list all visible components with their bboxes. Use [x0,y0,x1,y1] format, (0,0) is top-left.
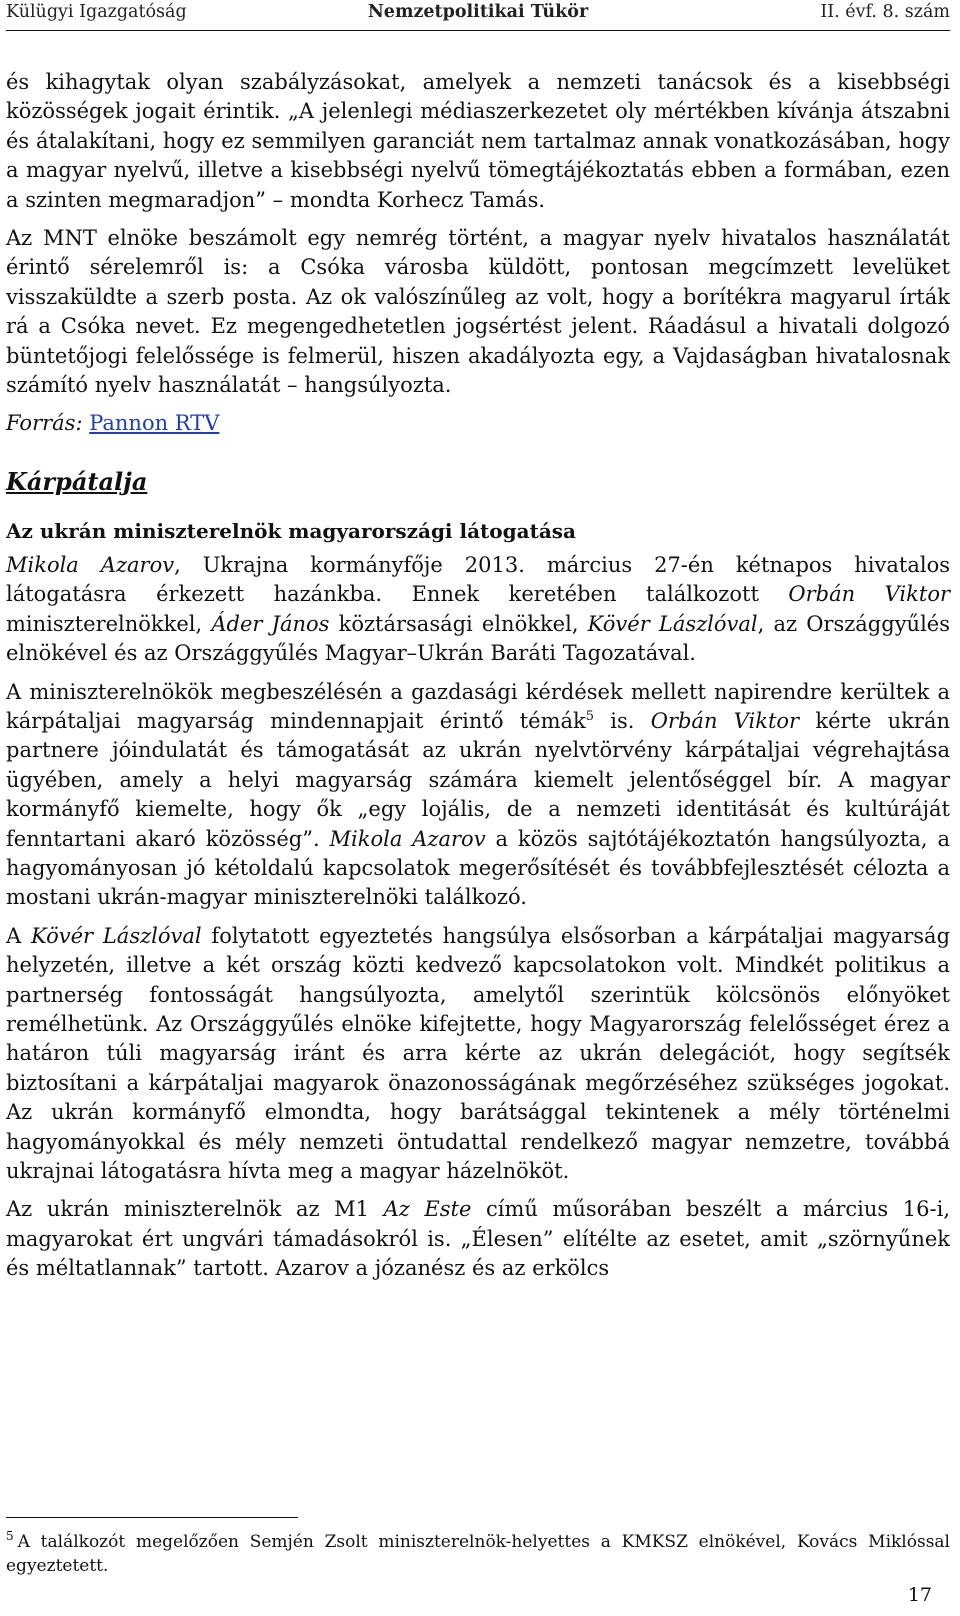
paragraph-pm-talks [6,678,950,913]
text-run: kérte ukrán partnere jóindulatát és támogatását az ukrán nyelvtörvény kárpátaljai végrehajtása ügyében, amely a helyi magyarság számára kiemelt jelentőséggel bír. A magyar kormányfő kiemelte, hogy ők „egy lojális, de a nemzeti identitását és kultúráját fenntartani akaró közösség”. [6,708,950,851]
source-label: Forrás: [6,411,83,436]
source-link[interactable]: Pannon RTV [89,411,220,436]
text-run: Az ukrán miniszterelnök az M1 [6,1197,384,1222]
paragraph-visit-intro [6,551,950,669]
person-name: Mikola Azarov [6,552,175,577]
footnote [6,1530,950,1578]
text-run: köztársasági elnökkel, [329,611,588,636]
paragraph-postal-incident: Az MNT elnöke beszámolt egy nemrég történt, a magyar nyelv hivatalos használatát érintő sérelemről is: a Csóka városba küldött, pontosan megcímzett levelüket visszaküldte a szerb posta. Az ok valószínűleg az volt, hogy a borítékra magyarul írták rá a Csóka nevet. Ez megengedhetetlen jogsértést jelent. Ráadásul a hivatali dolgozó büntetőjogi felelőssége is felmerül, hiszen akadályozta egy, a Vajdaságban hivatalosnak számító nyelv használatát – hangsúlyozta. [6,226,950,398]
header-divider [6,30,950,31]
paragraph-media-law: és kihagytak olyan szabályzásokat, amelyek a nemzeti tanácsok és a kisebbségi közösségek jogait érintik. „A jelenlegi médiaszerkezetet oly mértékben kívánja átszabni és átalakítani, hogy ez semmilyen garanciát nem tartalmaz annak vonatkozásában, hogy a magyar nyelvű, illetve a kisebbségi nyelvű tömegtájékoztatás ebben a formában, ezen a szinten megmaradjon” – mondta Korhecz Tamás. [6,70,950,212]
text-run: című műsorában beszélt a március 16-i, magyarokat ért ungvári támadásokról is. „Élesen” elítélte az esetet, amit „szörnyűnek és méltatlannak” tartott. Azarov a józanész és az erkölcs [6,1197,950,1281]
footnote-divider [6,1517,298,1518]
header-organization: Külügyi Igazgatóság [6,2,187,22]
text-run: A miniszterelnökök megbeszélésén a gazdasági kérdések mellett napirendre kerültek a kárpátaljai magyarság mindennapjait érintő témák [6,679,950,733]
header-issue: II. évf. 8. szám [820,2,950,22]
person-name: Mikola Azarov [329,826,486,851]
person-name: Áder János [211,611,330,636]
text-run: is. [594,708,651,733]
text-run: miniszterelnökkel, [6,611,212,636]
text-run: , Ukrajna kormányfője 2013. március 27-én kétnapos hivatalos látogatásra érkezett hazánkba. Ennek keretében találkozott [6,552,950,607]
footnote-text: A találkozót megelőzően Semjén Zsolt miniszterelnök-helyettes a KMKSZ elnökével, Kovács Miklóssal egyeztetett. [6,1532,950,1576]
page-content [6,68,950,1293]
person-name: Orbán Viktor [650,708,800,733]
text-run: folytatott egyeztetés hangsúlya elsősorban a kárpátaljai magyarság helyzetén, illetve a két ország közti kedvező kapcsolatokon volt. Mindkét politikus a partnerség fontosságát hangsúlyozta, amelytől szerintük kölcsönös előnyöket remélhetünk. Az Országgyűlés elnöke kifejtette, hogy Magyarország felelősséget érez a határon túli magyarság iránt és arra kérte az ukrán delegációt, hogy segítsék biztosítani a kárpátaljai magyarok önazonosságának megőrzéséhez szükséges jogokat. Az ukrán kormányfő elmondta, hogy barátsággal tekintenek a mély történelmi hagyományokkal és mély nemzeti öntudattal rendelkező magyar nemzetre, továbbá ukrajnai látogatásra hívta meg a magyar házelnököt. [6,923,951,1183]
show-title: Az Este [383,1197,472,1222]
footnote-reference[interactable]: 5 [585,708,595,724]
text-run: A [6,923,31,948]
article-heading: Az ukrán miniszterelnök magyarországi látogatása [6,518,576,543]
text-run: a közös sajtótájékoztatón hangsúlyozta, a hagyományosan jó kétoldalú kapcsolatok megerősítését és továbbfejlesztését célozta a mostani ukrán-magyar miniszterelnöki találkozó. [6,826,950,910]
text-run: , az Országgyűlés elnökével és az Országgyűlés Magyar–Ukrán Baráti Tagozatával. [6,611,951,666]
paragraph-kover-talks [6,922,950,1187]
person-name: Orbán Viktor [788,582,950,607]
paragraph-m1-interview [6,1195,950,1283]
person-name: Kövér Lászlóval [30,923,202,948]
header-publication-title: Nemzetpolitikai Tükör [367,2,589,22]
page-header [6,2,950,26]
region-heading: Kárpátalja [6,466,148,496]
source-line [6,409,950,438]
footnote-number: 5 [6,1529,14,1544]
person-name: Kövér Lászlóval [587,611,758,636]
page-number: 17 [907,1584,932,1606]
